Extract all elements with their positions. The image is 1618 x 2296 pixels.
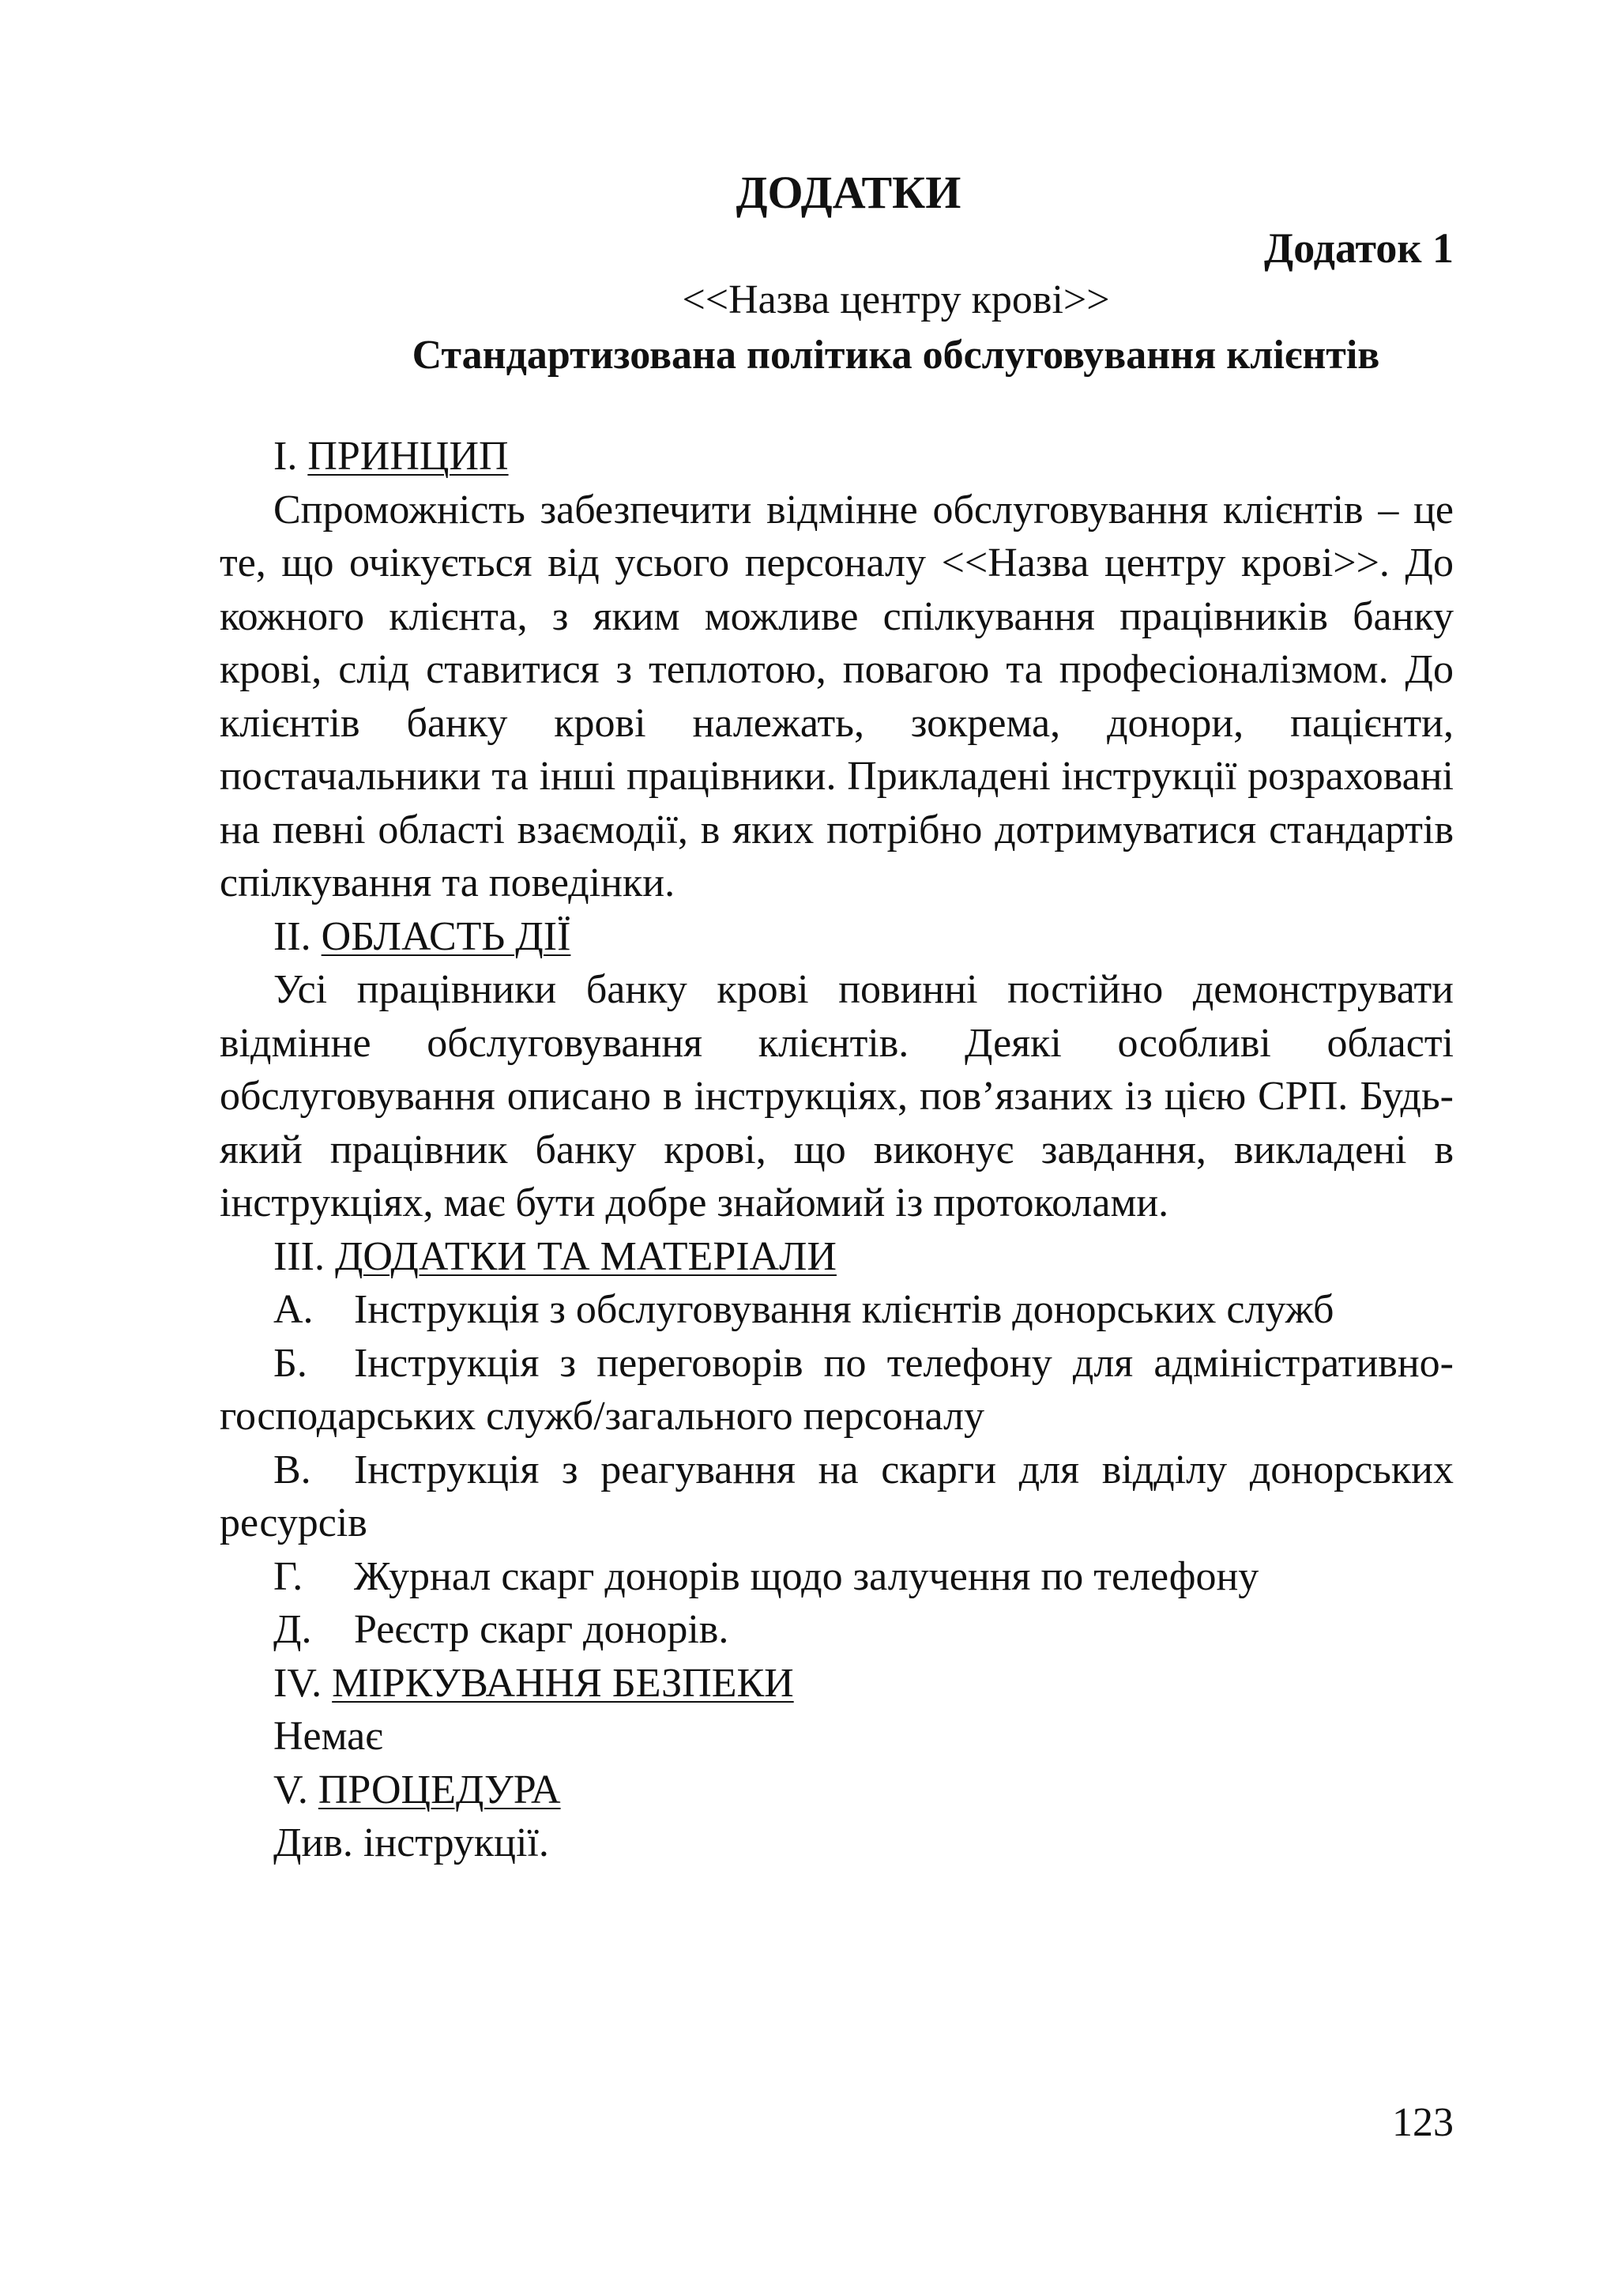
section-number: III.: [273, 1233, 325, 1279]
list-marker: Г.: [273, 1553, 303, 1599]
document-body: [220, 430, 1454, 1870]
section-heading-procedure: [220, 1763, 1454, 1817]
page-number: 123: [1392, 2100, 1454, 2145]
appendix-label: Додаток 1: [1264, 224, 1454, 272]
list-item: [220, 1283, 1454, 1337]
list-item: [220, 1337, 1454, 1443]
section-text-safety: Немає: [273, 1714, 383, 1759]
list-item-text: Інструкція з переговорів по телефону для адміністративно-господарських служб/загального персоналу: [220, 1340, 1454, 1439]
section-title: ПРОЦЕДУРА: [318, 1767, 561, 1812]
list-item-text: Реєстр скарг донорів.: [354, 1607, 729, 1652]
section-text-principle: Спроможність забезпечити відмінне обслуговування клієнтів – це те, що очікується від усього персоналу <<Назва центру крові>>. До кожного клієнта, з яким можливе спілкування працівників банку крові, слід ставитися з теплотою, повагою та професіоналізмом. До клієнтів банку крові належать, зокрема, донори, пацієнти, постачальники та інші працівники. Прикладені інструкції розраховані на певні області взаємодії, в яких потрібно дотримуватися стандартів спілкування та поведінки.: [220, 487, 1454, 905]
section-heading-principle: [220, 430, 1454, 484]
section-title: МІРКУВАННЯ БЕЗПЕКИ: [332, 1660, 794, 1706]
section-title: ДОДАТКИ ТА МАТЕРІАЛИ: [334, 1233, 837, 1279]
list-marker: В.: [273, 1447, 311, 1492]
center-name-placeholder: <<Назва центру крові>>: [682, 277, 1110, 322]
section-number: IV.: [273, 1660, 322, 1706]
section-heading-safety: [220, 1657, 1454, 1711]
policy-title: Стандартизована політика обслуговування клієнтів: [412, 333, 1380, 378]
list-item: [220, 1603, 1454, 1657]
list-item: [220, 1550, 1454, 1604]
list-item-text: Інструкція з обслуговування клієнтів донорських служб: [354, 1287, 1334, 1332]
list-marker: А.: [273, 1287, 314, 1332]
list-item: [220, 1443, 1454, 1550]
list-marker: Б.: [273, 1340, 307, 1386]
list-item-text: Інструкція з реагування на скарги для відділу донорських ресурсів: [220, 1447, 1454, 1545]
section-number: I.: [273, 434, 298, 479]
main-title: ДОДАТКИ: [736, 167, 961, 218]
section-number: II.: [273, 913, 311, 959]
list-item-text: Журнал скарг донорів щодо залучення по телефону: [354, 1553, 1259, 1599]
section-title: ОБЛАСТЬ ДІЇ: [321, 913, 571, 959]
list-marker: Д.: [273, 1607, 312, 1652]
section-text-scope: Усі працівники банку крові повинні постійно демонструвати відмінне обслуговування клієнтів. Деякі особливі області обслуговування описано в інструкціях, пов’язаних із цією СРП. Будь-який працівник банку крові, що виконує завдання, викладені в інструкціях, має бути добре знайомий із протоколами.: [220, 967, 1454, 1225]
section-title: ПРИНЦИП: [307, 434, 509, 479]
section-text-procedure: Див. інструкції.: [273, 1820, 549, 1865]
section-heading-scope: [220, 910, 1454, 964]
section-number: V.: [273, 1767, 308, 1812]
section-heading-materials: [220, 1230, 1454, 1284]
